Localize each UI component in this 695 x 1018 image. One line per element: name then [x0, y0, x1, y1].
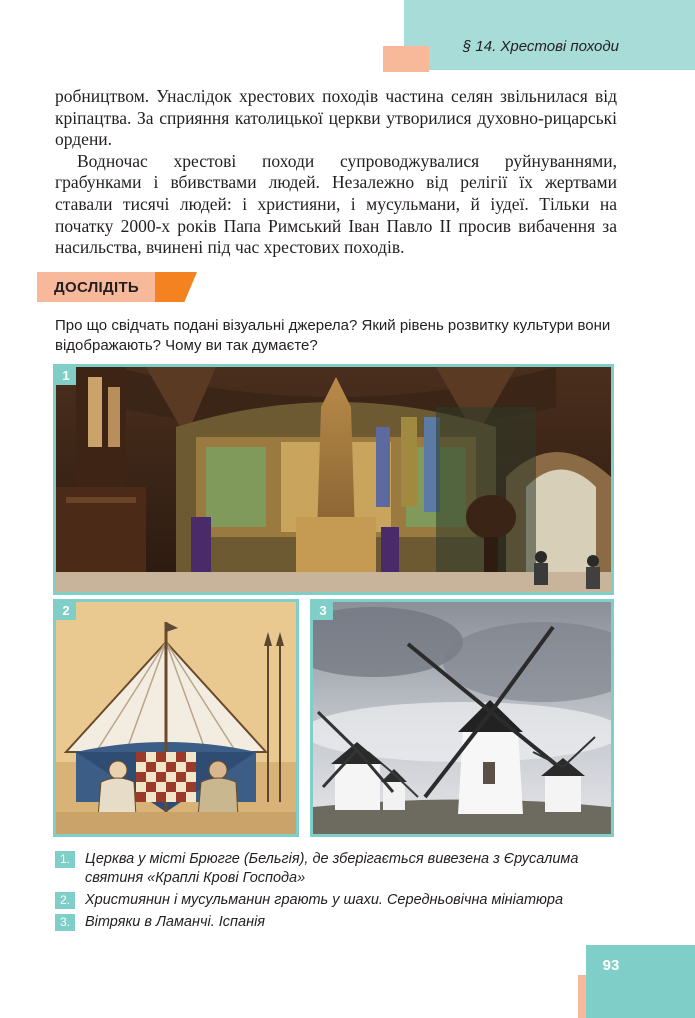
- figure-3: [310, 599, 614, 837]
- page-number: 93: [602, 957, 620, 974]
- caption-number: 2.: [55, 892, 75, 909]
- windmills-image: [313, 602, 611, 834]
- caption-item: [55, 913, 635, 932]
- header-tab: [404, 0, 695, 70]
- caption-item: [55, 891, 635, 910]
- caption-text: Церква у місті Брюгге (Бельгія), де зберігається вивезена з Єрусалима святиня «Краплі Крові Господа»: [85, 851, 579, 886]
- paragraph-2: Водночас хрестові походи супроводжувалися руйнуваннями, грабунками і вбивствами людей. Незалежно від релігії їх жертвами ставали тисячі людей: і християни, і мусульмани, й іудеї. Тільки на початку 2000-х років Папа Римський Іван Павло II просив вибачення за насильства, вчинені під час хрестових походів.: [55, 150, 617, 258]
- flag-icon: [155, 272, 197, 302]
- explore-label: ДОСЛІДІТЬ: [54, 279, 140, 296]
- figure-captions: [55, 850, 635, 935]
- paragraph-1: робництвом. Унаслідок хрестових походів частина селян звільнилася від кріпацтва. За сприяння католицької церкви утворилися духовно-рицарські ордени.: [55, 86, 617, 150]
- caption-text: Вітряки в Ламанчі. Іспанія: [85, 914, 266, 930]
- figure-number: 2: [56, 602, 76, 620]
- explore-badge: [37, 272, 197, 302]
- caption-number: 1.: [55, 851, 75, 868]
- church-interior-image: [56, 367, 611, 592]
- figure-number: 1: [56, 367, 76, 385]
- explore-question: Про що свідчать подані візуальні джерела? Який рівень розвитку культури вони відображають? Чому ви так думаєте?: [55, 317, 611, 354]
- caption-item: [55, 850, 635, 888]
- figure-number: 3: [313, 602, 333, 620]
- chapter-title: § 14. Хрестові походи: [462, 38, 619, 55]
- figure-2: [53, 599, 299, 837]
- caption-text: Християнин і мусульманин грають у шахи. Середньовічна мініатюра: [85, 892, 564, 908]
- figure-1: [53, 364, 614, 595]
- body-text: [55, 86, 617, 259]
- caption-number: 3.: [55, 914, 75, 931]
- page-tab-accent: [578, 975, 586, 1018]
- chess-miniature-image: [56, 602, 296, 834]
- page-tab: [586, 945, 695, 1018]
